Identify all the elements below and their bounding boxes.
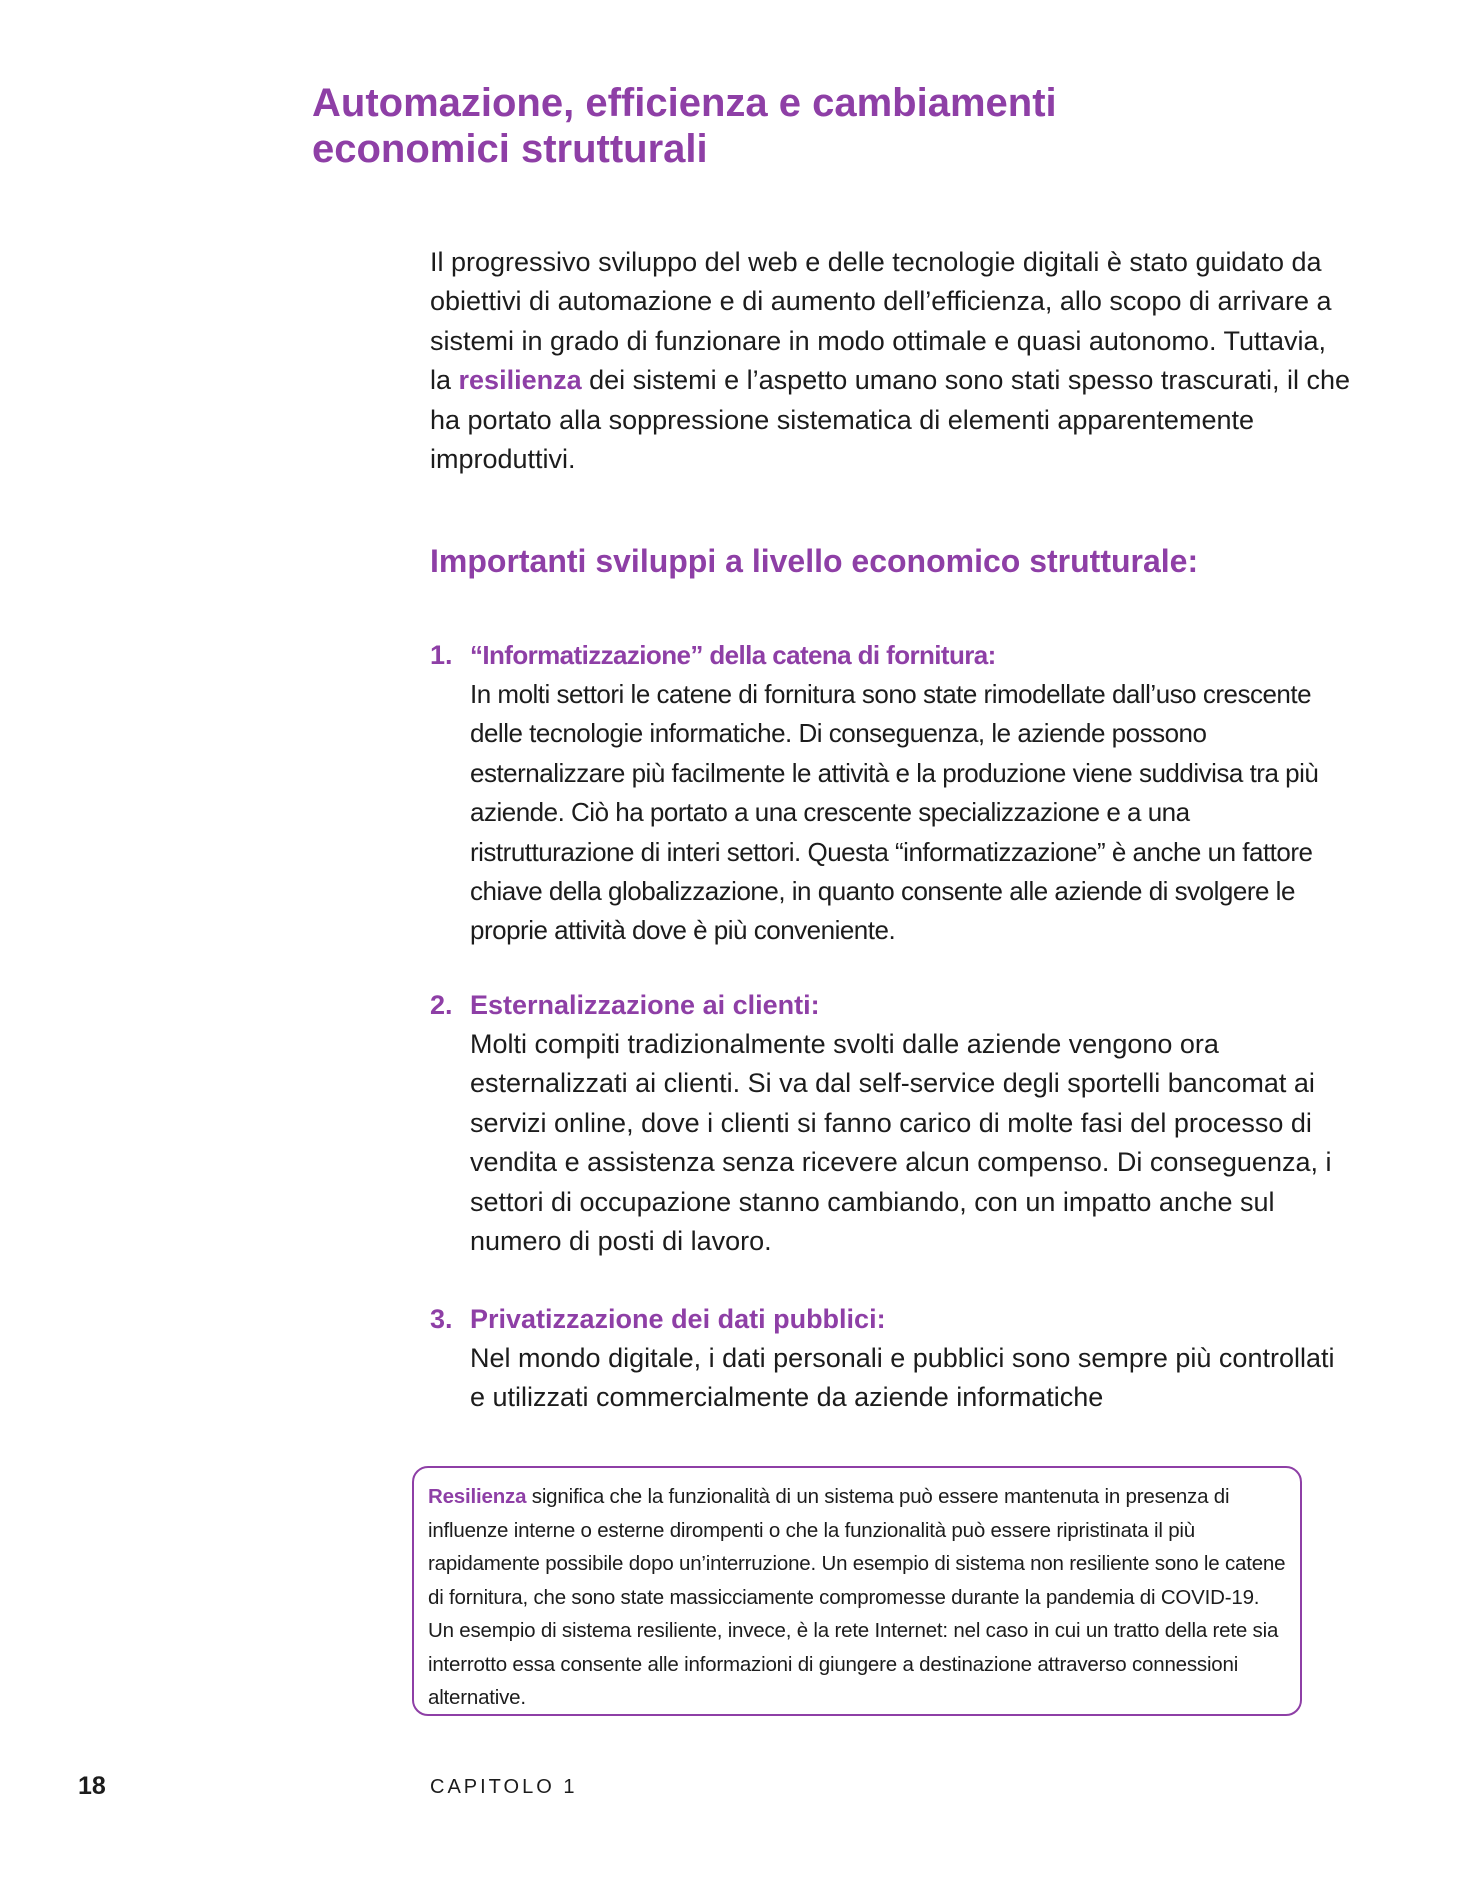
- list-item: [430, 636, 1340, 951]
- list-item-heading: Privatizzazione dei dati pubblici:: [470, 1304, 886, 1334]
- page-number: 18: [78, 1772, 106, 1800]
- list-item-number: 2.: [430, 990, 453, 1020]
- section-subheading: Importanti sviluppi a livello economico strutturale:: [430, 543, 1199, 579]
- list-item-text: In molti settori le catene di fornitura sono state rimodellate dall’uso crescente delle tecnologie informatiche. Di conseguenza, le aziende possono esternalizzare più facilmente le attività e la produzione viene suddivisa tra più aziende. Ciò ha portato a una crescente specializzazione e a una ristrutturazione di interi settori. Questa “informatizzazione” è anche un fattore chiave della globalizzazione, in quanto consente alle aziende di svolgere le proprie attività dove è più conveniente.: [470, 679, 1319, 946]
- resilienza-term: resilienza: [458, 365, 582, 396]
- list-item-number: 3.: [430, 1304, 453, 1334]
- callout-text: significa che la funzionalità di un sistema può essere mantenuta in presenza di influenze interne o esterne dirompenti o che la funzionalità può essere ripristinata il più rapidamente possibile dopo un’interruzione. Un esempio di sistema non resiliente sono le catene di fornitura, che sono state massicciamente compromesse durante la pandemia di COVID-19. Un esempio di sistema resiliente, invece, è la rete Internet: nel caso in cui un tratto della rete sia interrotto essa consente alle informazioni di giungere a destinazione attraverso connessioni alternative.: [428, 1485, 1286, 1709]
- intro-paragraph: [430, 243, 1350, 479]
- chapter-label: CAPITOLO 1: [430, 1776, 578, 1798]
- list-item-heading: Esternalizzazione ai clienti:: [470, 990, 820, 1020]
- list-item-number: 1.: [430, 640, 453, 670]
- intro-text-before: Il progressivo sviluppo del web e delle tecnologie digitali è stato guidato da obiettivi di automazione e di aumento dell’efficienza, allo scopo di arrivare a sistemi in grado di funzionare in modo ottimale e quasi autonomo. Tuttavia, la: [430, 247, 1332, 396]
- list-item: [430, 986, 1340, 1261]
- list-item-heading: “Informatizzazione” della catena di fornitura:: [470, 640, 996, 670]
- list-item-text: Molti compiti tradizionalmente svolti dalle aziende vengono ora esternalizzati ai clienti. Si va dal self-service degli sportelli bancomat ai servizi online, dove i clienti si fanno carico di molte fasi del processo di vendita e assistenza senza ricevere alcun compenso. Di conseguenza, i settori di occupazione stanno cambiando, con un impatto anche sul numero di posti di lavoro.: [470, 1029, 1332, 1257]
- list-item: [430, 1300, 1340, 1418]
- list-item-text: Nel mondo digitale, i dati personali e pubblici sono sempre più controllati e utilizzati commercialmente da aziende informatiche: [470, 1343, 1335, 1413]
- callout-term: Resilienza: [428, 1485, 527, 1508]
- page-title: Automazione, efficienza e cambiamenti economici strutturali: [312, 81, 1057, 171]
- definition-callout-box: [412, 1466, 1302, 1716]
- intro-text-after: dei sistemi e l’aspetto umano sono stati spesso trascurati, il che ha portato alla soppressione sistematica di elementi apparentemente improduttivi.: [430, 365, 1350, 475]
